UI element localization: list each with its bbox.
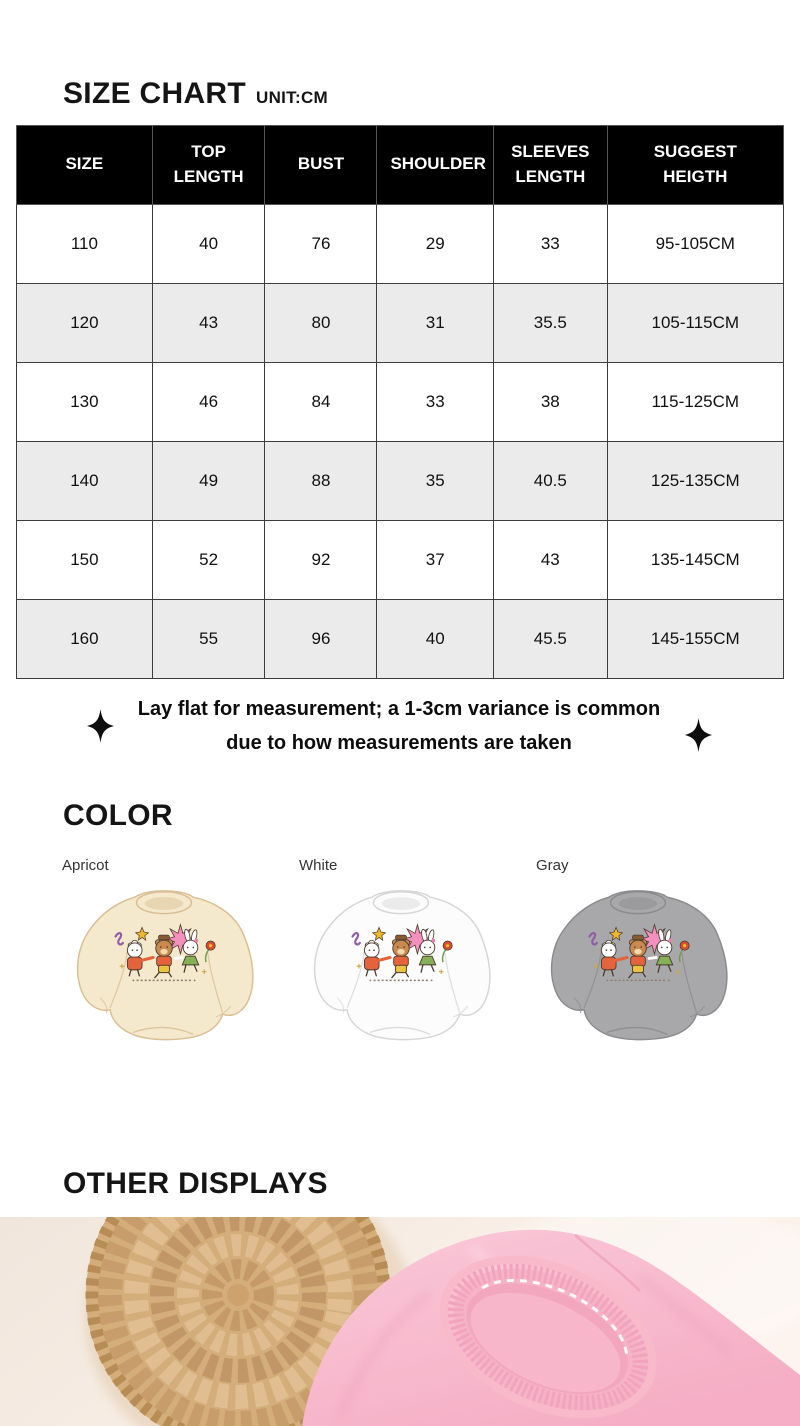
sparkle-icon [684,718,713,752]
size-cell: 135-145CM [607,520,783,599]
size-cell: 130 [17,362,153,441]
size-cell: 92 [265,520,377,599]
measurement-note [0,692,800,760]
size-chart-header-row [17,125,784,204]
size-cell: 33 [494,204,608,283]
column-header: SHOULDER [377,125,494,204]
size-cell: 140 [17,441,153,520]
size-cell: 29 [377,204,494,283]
size-cell: 43 [494,520,608,599]
color-option-label: Gray [536,857,569,874]
column-header: SIZE [17,125,153,204]
size-cell: 145-155CM [607,599,783,678]
size-cell: 110 [17,204,153,283]
size-cell: 125-135CM [607,441,783,520]
size-cell: 96 [265,599,377,678]
apricot-sweatshirt-image [50,878,278,1070]
size-cell: 46 [152,362,265,441]
product-photo [0,1217,800,1426]
color-option-label: Apricot [62,857,109,874]
sparkle-icon [87,709,114,743]
gray-sweatshirt-image [524,878,752,1070]
column-header: TOP LENGTH [152,125,265,204]
color-option-label: White [299,857,338,874]
size-cell: 55 [152,599,265,678]
size-cell: 120 [17,283,153,362]
measurement-note-text [138,692,660,760]
column-header: SUGGEST HEIGTH [607,125,783,204]
size-cell: 160 [17,599,153,678]
size-cell: 45.5 [494,599,608,678]
other-displays-title: OTHER DISPLAYS [63,1167,328,1200]
size-row-150 [17,520,784,599]
unit-label: UNIT:CM [256,88,328,107]
note-line-1: Lay flat for measurement; a 1-3cm variance is common [137,697,661,720]
size-cell: 80 [265,283,377,362]
size-cell: 31 [377,283,494,362]
size-row-160 [17,599,784,678]
white-sweatshirt-image [287,878,515,1070]
size-cell: 40 [377,599,494,678]
note-line-2: due to how measurements are taken [226,731,572,754]
color-option-apricot [50,857,287,1070]
size-cell: 49 [152,441,265,520]
column-header: SLEEVES LENGTH [494,125,608,204]
size-cell: 76 [265,204,377,283]
size-cell: 38 [494,362,608,441]
color-option-gray [524,857,761,1070]
size-cell: 88 [265,441,377,520]
color-option-white [287,857,524,1070]
size-chart-table [16,125,784,679]
size-cell: 40 [152,204,265,283]
size-cell: 52 [152,520,265,599]
size-chart-title [63,0,800,110]
size-cell: 43 [152,283,265,362]
size-cell: 150 [17,520,153,599]
size-row-120 [17,283,784,362]
color-section-title: COLOR [63,798,173,832]
size-cell: 37 [377,520,494,599]
color-options-row [50,857,800,1070]
size-cell: 105-115CM [607,283,783,362]
column-header: BUST [265,125,377,204]
size-chart-title-text: SIZE CHART [63,77,246,110]
size-cell: 84 [265,362,377,441]
size-row-140 [17,441,784,520]
size-cell: 35 [377,441,494,520]
size-cell: 95-105CM [607,204,783,283]
size-row-130 [17,362,784,441]
size-cell: 35.5 [494,283,608,362]
size-cell: 33 [377,362,494,441]
size-row-110 [17,204,784,283]
size-cell: 40.5 [494,441,608,520]
size-cell: 115-125CM [607,362,783,441]
